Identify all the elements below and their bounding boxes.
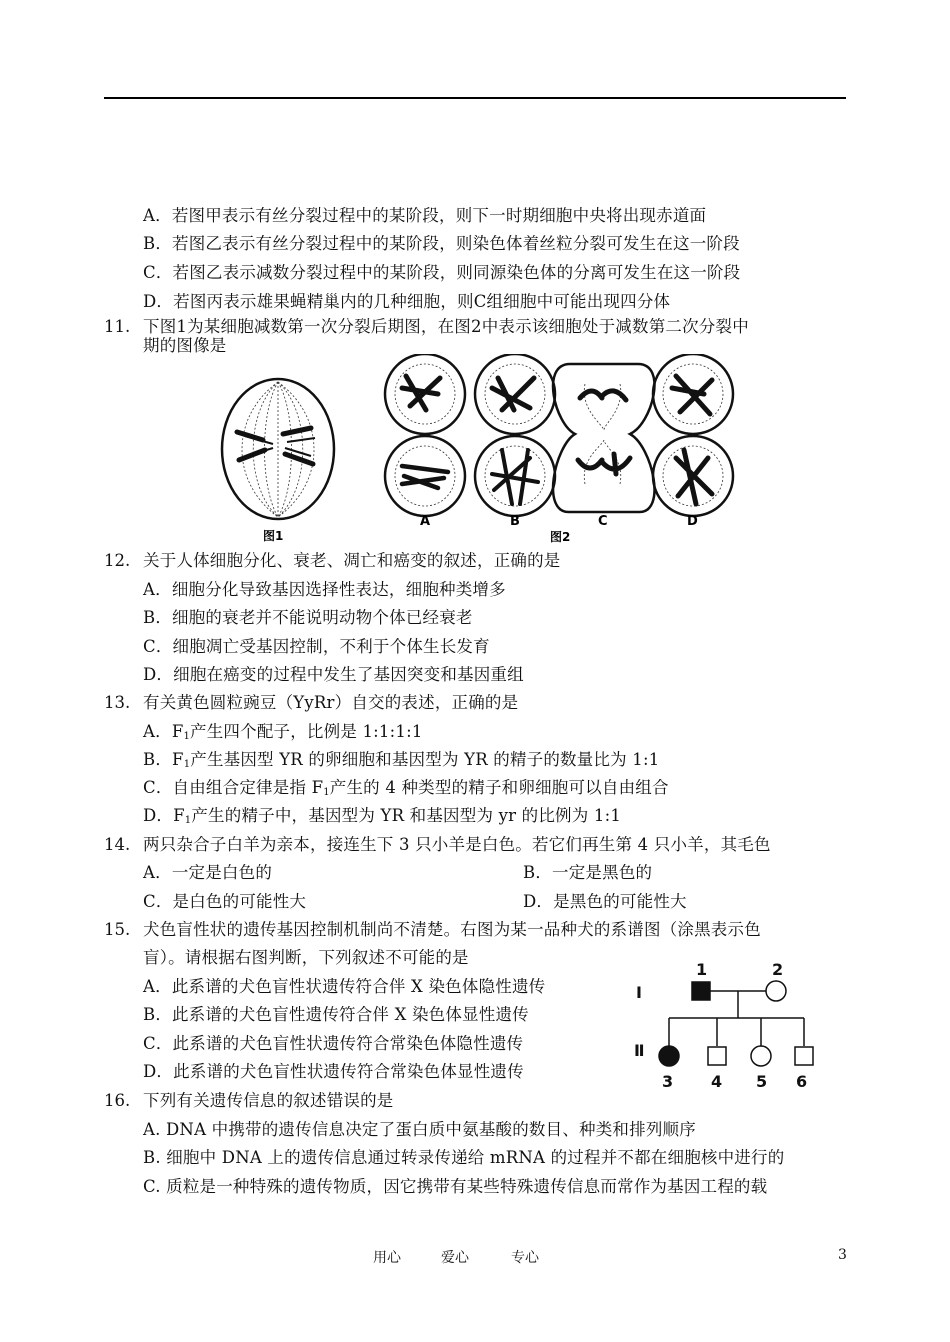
q14-number: 14. xyxy=(104,835,131,854)
footer-word-2: 爱心 xyxy=(441,1250,469,1266)
figure-2-option-d-cells xyxy=(653,354,733,516)
figure-2-option-c-cell xyxy=(553,364,654,512)
pedigree-individual-5-female xyxy=(751,1046,771,1066)
pedigree-individual-6-male xyxy=(795,1047,813,1065)
q11-stem-line1: 下图1为某细胞减数第一次分裂后期图，在图2中表示该细胞处于减数第二次分裂中 xyxy=(143,317,749,336)
q14-option-b: B．一定是黑色的 xyxy=(523,863,653,882)
q10-option-d: D．若图丙表示雄果蝇精巢内的几种细胞，则C组细胞中可能出现四分体 xyxy=(143,292,671,311)
q10-option-a: A．若图甲表示有丝分裂过程中的某阶段，则下一时期细胞中央将出现赤道面 xyxy=(143,206,707,225)
pedigree-generation-2: Ⅱ xyxy=(634,1041,645,1060)
q12-option-b: B．细胞的衰老并不能说明动物个体已经衰老 xyxy=(143,608,473,627)
figure-2-letter-c: C xyxy=(598,514,608,529)
q10-option-b: B．若图乙表示有丝分裂过程中的某阶段，则染色体着丝粒分裂可发生在这一阶段 xyxy=(143,234,740,253)
q16-number: 16. xyxy=(104,1091,131,1110)
pedigree-id-3: 3 xyxy=(662,1072,674,1091)
pedigree-id-5: 5 xyxy=(756,1072,768,1091)
q13-option-d: D．$F_1$产生的精子中，基因型为 YR 和基因型为 yr 的比例为 1:1 xyxy=(143,806,622,826)
q13-option-c: C．自由组合定律是指 $F_1$产生的 4 种类型的精子和卵细胞可以自由组合 xyxy=(143,778,669,798)
q11-number: 11. xyxy=(104,317,131,336)
q12-option-a: A．细胞分化导致基因选择性表达，细胞种类增多 xyxy=(143,580,506,599)
q13-number: 13. xyxy=(104,693,131,712)
figure-2-letter-b: B xyxy=(510,514,520,529)
q15-stem-line2: 盲）。请根据右图判断，下列叙述不可能的是 xyxy=(143,948,469,967)
q14-stem: 两只杂合子白羊为亲本，接连生下 3 只小羊是白色。若它们再生第 4 只小羊，其毛色 xyxy=(143,835,771,854)
pedigree-id-6: 6 xyxy=(796,1072,808,1091)
pedigree-id-2: 2 xyxy=(772,960,784,979)
pedigree-id-4: 4 xyxy=(711,1072,723,1091)
q15-option-c: C．此系谱的犬色盲性状遗传符合常染色体隐性遗传 xyxy=(143,1034,524,1053)
q16-option-a: A. DNA 中携带的遗传信息决定了蛋白质中氨基酸的数目、种类和排列顺序 xyxy=(143,1120,696,1139)
q15-option-b: B．此系谱的犬色盲性遗传符合伴 X 染色体显性遗传 xyxy=(143,1005,529,1024)
q13-stem: 有关黄色圆粒豌豆（YyRr）自交的表述，正确的是 xyxy=(143,693,519,712)
q16-option-c: C. 质粒是一种特殊的遗传物质，因它携带有某些特殊遗传信息而常作为基因工程的载 xyxy=(143,1177,768,1196)
figure-2-cell-diagrams xyxy=(380,354,740,550)
q11-stem-line2: 期的图像是 xyxy=(143,336,227,355)
q16-stem: 下列有关遗传信息的叙述错误的是 xyxy=(143,1091,394,1110)
figure-1-cell-diagram xyxy=(215,372,345,544)
pedigree-individual-1-affected-male xyxy=(692,982,710,1000)
header-rule xyxy=(104,97,846,99)
figure-2-letter-d: D xyxy=(687,514,698,529)
pedigree-generation-1: I xyxy=(636,983,642,1002)
q10-option-c: C．若图乙表示减数分裂过程中的某阶段，则同源染色体的分离可发生在这一阶段 xyxy=(143,263,741,282)
figure-2-label: 图2 xyxy=(550,530,571,544)
q15-option-d: D．此系谱的犬色盲性状遗传符合常染色体显性遗传 xyxy=(143,1062,524,1081)
figure-1-label: 图1 xyxy=(263,529,284,543)
q13-option-b: B．$F_1$产生基因型 YR 的卵细胞和基因型为 YR 的精子的数量比为 1:1 xyxy=(143,750,660,770)
q12-stem: 关于人体细胞分化、衰老、凋亡和癌变的叙述，正确的是 xyxy=(143,551,561,570)
q15-number: 15. xyxy=(104,920,131,939)
figure-2-option-a-cells xyxy=(385,354,465,516)
footer-word-1: 用心 xyxy=(373,1250,401,1266)
figure-2-option-b-cells xyxy=(475,354,555,516)
q12-option-c: C．细胞凋亡受基因控制，不利于个体生长发育 xyxy=(143,637,490,656)
q12-number: 12. xyxy=(104,551,131,570)
q15-option-a: A．此系谱的犬色盲性状遗传符合伴 X 染色体隐性遗传 xyxy=(143,977,546,996)
pedigree-individual-3-affected-female xyxy=(659,1046,679,1066)
q14-option-c: C．是白色的可能性大 xyxy=(143,892,307,911)
pedigree-chart xyxy=(630,956,825,1091)
footer-word-3: 专心 xyxy=(511,1250,539,1266)
page-number: 3 xyxy=(838,1247,847,1263)
pedigree-id-1: 1 xyxy=(696,960,708,979)
q14-option-a: A．一定是白色的 xyxy=(143,863,273,882)
pedigree-individual-4-male xyxy=(708,1047,726,1065)
q14-option-d: D．是黑色的可能性大 xyxy=(523,892,687,911)
q12-option-d: D．细胞在癌变的过程中发生了基因突变和基因重组 xyxy=(143,665,524,684)
figure-2-letter-a: A xyxy=(420,514,431,529)
q13-option-a: A．$F_1$产生四个配子，比例是 1:1:1:1 xyxy=(143,722,423,742)
q16-option-b: B. 细胞中 DNA 上的遗传信息通过转录传递给 mRNA 的过程并不都在细胞核中进行的 xyxy=(143,1148,785,1167)
pedigree-individual-2-female xyxy=(766,981,786,1001)
q15-stem-line1: 犬色盲性状的遗传基因控制机制尚不清楚。右图为某一品种犬的系谱图（涂黑表示色 xyxy=(143,920,761,939)
